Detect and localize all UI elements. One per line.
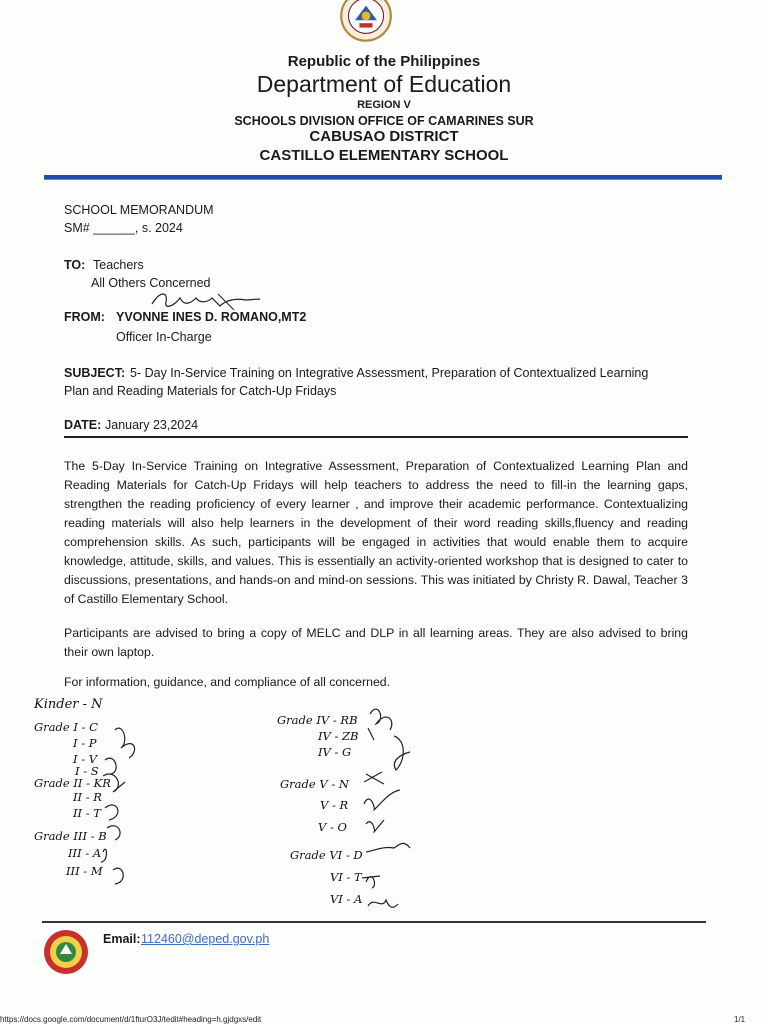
handwritten-entry: Grade I - C [34,720,98,734]
subject-line-2: Plan and Reading Materials for Catch-Up Fridays [64,384,337,398]
handwritten-entry: IV - ZB [318,729,359,743]
deped-seal-logo [329,0,403,48]
district-heading: CABUSAO DISTRICT [309,128,459,145]
date-value: January 23,2024 [105,418,199,432]
body-paragraph-1: The 5-Day In-Service Training on Integrative Assessment, Preparation of Contextualized Learning Plan and Reading Materials for Catch-Up Fridays will help teachers to address the need to fill-in the learning gaps, strengthen the reading proficiency of every learner , and improve their academic performance. Contextualizing reading materials will also help learners in the development of their word reading skills,fluency and reading comprehension skills. As such, participants will be engaged in activities that would enable them to acquire knowledge, attitude, skills, and values. This is essentially an activity-oriented workshop that is designed to cater to discussions, presentations, and hands-on and mind-on sessions. This was initiated by Christy R. Dawal, Teacher 3 of Castillo Elementary School. [64,459,688,606]
handwritten-entry: Grade V - N [280,777,349,791]
subject-label: SUBJECT: [64,366,126,380]
division-heading: SCHOOLS DIVISION OFFICE OF CAMARINES SUR [234,114,534,128]
email-link[interactable]: 112460@deped.gov.ph [141,932,270,946]
handwritten-entry: III - M [66,864,103,878]
subject-line-1: 5- Day In-Service Training on Integrative Assessment, Preparation of Contextualized Learning [130,366,649,380]
print-url: https://docs.google.com/document/d/1fturO3J/tedit#heading=h.gjdgxs/edit [0,1015,262,1024]
date-label: DATE: [64,418,102,432]
footer-divider [42,921,706,923]
handwritten-entry: VI - T [330,870,362,884]
initials-scribbles-left [95,712,145,892]
email-label: Email: [103,932,141,946]
print-page-number: 1/1 [734,1015,746,1024]
handwritten-entry: Kinder - N [34,697,103,712]
from-title: Officer In-Charge [116,330,212,344]
handwritten-entry: V - O [318,820,347,834]
initials-scribbles-right [360,700,440,920]
republic-heading: Republic of the Philippines [287,53,481,70]
memo-type: SCHOOL MEMORANDUM [64,203,214,217]
handwritten-entry: IV - G [318,745,352,759]
body-paragraph-3: For information, guidance, and compliance of all concerned. [64,675,391,689]
handwritten-entry: Grade VI - D [290,848,363,862]
date-divider [64,436,688,438]
memo-number: SM# ______, s. 2024 [64,221,183,235]
region-heading: REGION V [357,99,411,111]
to-recipient-1: Teachers [93,258,144,272]
from-name: YVONNE INES D. ROMANO,MT2 [116,310,307,324]
handwritten-entry: V - R [320,798,349,812]
from-label: FROM: [64,310,105,324]
handwritten-entry: III - A [68,846,102,860]
school-logo [43,929,89,975]
handwritten-entry: Grade II - KR [34,776,111,790]
handwritten-entry: I - P [73,736,97,750]
to-recipient-2: All Others Concerned [91,276,211,290]
handwritten-entry: Grade III - B [34,829,107,843]
handwritten-entry: II - R [73,790,102,804]
handwritten-entry: I - S [75,764,99,778]
to-label: TO: [64,258,86,272]
header-divider [44,175,722,180]
department-heading: Department of Education [256,71,512,97]
body-paragraph-2: Participants are advised to bring a copy of MELC and DLP in all learning areas. They are also advised to bring their own laptop. [64,626,688,659]
handwritten-entry: VI - A [330,892,363,906]
handwritten-entry: II - T [73,806,101,820]
school-heading: CASTILLO ELEMENTARY SCHOOL [259,147,509,164]
handwritten-entry: I - V [73,752,98,766]
handwritten-entry: Grade IV - RB [277,713,358,727]
